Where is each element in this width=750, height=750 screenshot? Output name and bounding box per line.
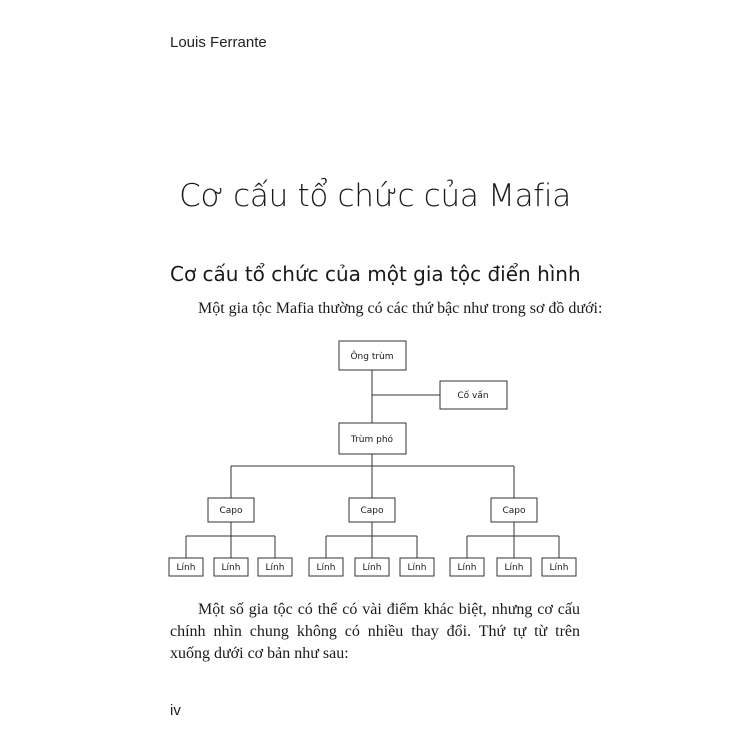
node-soldier-label: Lính <box>265 563 285 573</box>
node-soldier <box>214 558 248 576</box>
node-soldier-label: Lính <box>362 563 382 573</box>
node-capo-label: Capo <box>219 506 243 516</box>
node-capo <box>208 498 254 522</box>
node-soldier-label: Lính <box>221 563 241 573</box>
page-number: iv <box>170 702 181 719</box>
node-boss-label: Ông trùm <box>350 352 394 362</box>
node-soldier <box>309 558 343 576</box>
node-soldier-label: Lính <box>176 563 196 573</box>
node-soldier-label: Lính <box>457 563 477 573</box>
node-soldier <box>497 558 531 576</box>
node-boss <box>339 341 406 370</box>
intro-sentence: Một gia tộc Mafia thường có các thứ bậc như trong sơ đồ dưới: <box>198 300 603 317</box>
node-soldier-label: Lính <box>504 563 524 573</box>
node-soldier-label: Lính <box>316 563 336 573</box>
node-soldier <box>258 558 292 576</box>
body-paragraph: Một số gia tộc có thể có vài điểm khác biệt, nhưng cơ cấu chính nhìn chung không có nhiều thay đổi. Thứ tự từ trên xuống dưới cơ bản như sau: <box>170 601 580 662</box>
running-head-author: Louis Ferrante <box>170 34 267 51</box>
chapter-title: Cơ cấu tổ chức của Mafia <box>179 178 571 214</box>
node-soldier-label: Lính <box>407 563 427 573</box>
node-underboss <box>339 423 406 454</box>
node-soldier <box>400 558 434 576</box>
node-soldier <box>450 558 484 576</box>
node-soldier-label: Lính <box>549 563 569 573</box>
node-capo-label: Capo <box>502 506 526 516</box>
section-title: Cơ cấu tổ chức của một gia tộc điển hình <box>170 262 581 286</box>
node-consigliere-label: Cố vấn <box>457 391 489 401</box>
node-soldier <box>355 558 389 576</box>
node-capo <box>491 498 537 522</box>
node-capo-label: Capo <box>360 506 384 516</box>
node-soldier <box>169 558 203 576</box>
node-soldier <box>542 558 576 576</box>
node-consigliere <box>440 381 507 409</box>
node-capo <box>349 498 395 522</box>
node-underboss-label: Trùm phó <box>350 435 394 445</box>
